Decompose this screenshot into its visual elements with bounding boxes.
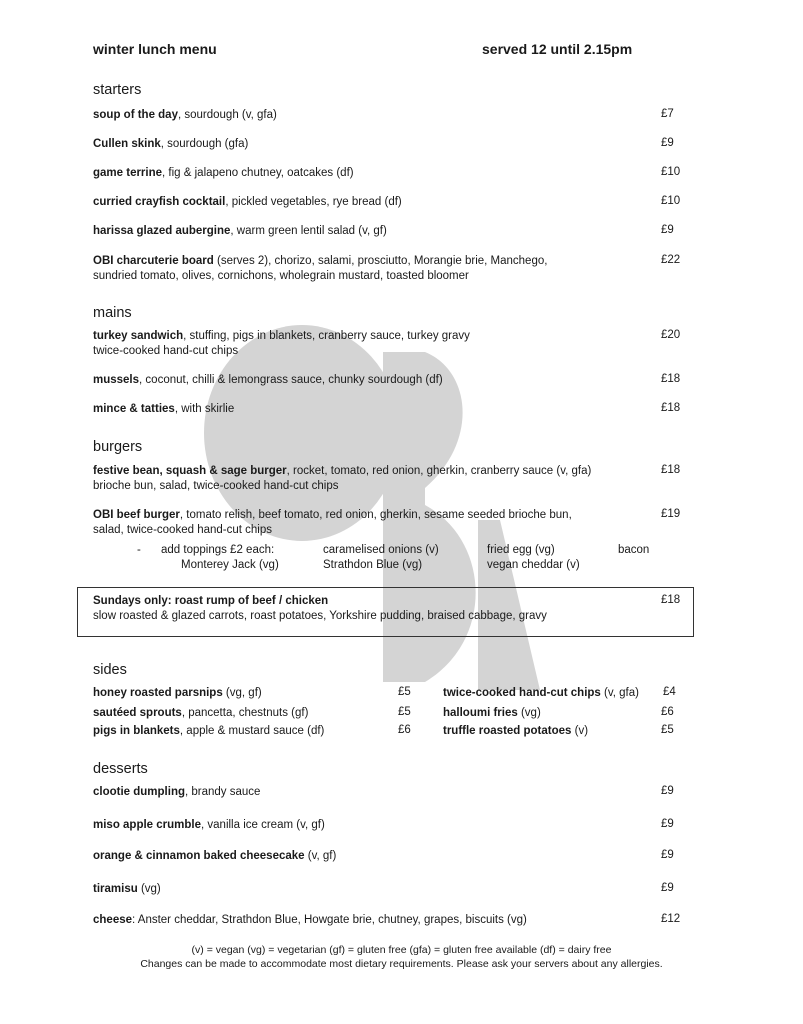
item-price: £10 [661, 195, 681, 207]
service-times: served 12 until 2.15pm [482, 41, 633, 57]
side-price: £5 [661, 724, 674, 736]
sunday-special-price: £18 [661, 594, 681, 606]
toppings-dash: - [137, 544, 141, 556]
menu-item: mussels, coconut, chilli & lemongrass sauce, chunky sourdough (df) [93, 374, 443, 386]
topping-option: caramelised onions (v) [323, 544, 439, 556]
topping-option: fried egg (vg) [487, 544, 555, 556]
side-item: halloumi fries (vg) [443, 707, 541, 719]
menu-item: game terrine, fig & jalapeno chutney, oatcakes (df) [93, 167, 354, 179]
item-price: £9 [661, 818, 674, 830]
item-price: £9 [661, 137, 674, 149]
sunday-special-title: Sundays only: roast rump of beef / chicken [93, 595, 329, 607]
item-price: £9 [661, 882, 674, 894]
side-price: £5 [398, 706, 411, 718]
menu-item: curried crayfish cocktail, pickled vegetables, rye bread (df) [93, 196, 402, 208]
menu-item: miso apple crumble, vanilla ice cream (v, gf) [93, 819, 325, 831]
topping-option: bacon [618, 544, 650, 556]
side-item: sautéed sprouts, pancetta, chestnuts (gf) [93, 707, 309, 719]
topping-option: vegan cheddar (v) [487, 559, 580, 571]
menu-item: harissa glazed aubergine, warm green lentil salad (v, gf) [93, 225, 387, 237]
menu-item: orange & cinnamon baked cheesecake (v, gf) [93, 850, 337, 862]
menu-item: tiramisu (vg) [93, 883, 161, 895]
topping-option: Monterey Jack (vg) [181, 559, 279, 571]
menu-title: winter lunch menu [93, 41, 217, 57]
item-price: £18 [661, 402, 681, 414]
section-heading-sides: sides [93, 662, 127, 678]
side-price: £6 [661, 706, 674, 718]
side-price: £4 [663, 686, 676, 698]
section-heading-desserts: desserts [93, 761, 148, 777]
toppings-label: add toppings £2 each: [161, 544, 275, 556]
item-price: £9 [661, 785, 674, 797]
dietary-legend: (v) = vegan (vg) = vegetarian (gf) = gluten free (gfa) = gluten free available (df) = dairy free [191, 944, 612, 956]
item-price: £20 [661, 329, 681, 341]
side-price: £6 [398, 724, 411, 736]
section-heading-mains: mains [93, 305, 132, 321]
menu-item: clootie dumpling, brandy sauce [93, 786, 261, 798]
item-price: £7 [661, 108, 674, 120]
item-price: £19 [661, 508, 681, 520]
topping-option: Strathdon Blue (vg) [323, 559, 423, 571]
item-price: £10 [661, 166, 681, 178]
side-item: honey roasted parsnips (vg, gf) [93, 687, 262, 699]
item-price: £9 [661, 849, 674, 861]
item-price: £12 [661, 913, 681, 925]
side-item: pigs in blankets, apple & mustard sauce (df) [93, 725, 325, 737]
menu-item: festive bean, squash & sage burger, rocket, tomato, red onion, gherkin, cranberry sauce (v, gfa) brioche bun, salad, twice-cooked hand-cut chips [93, 465, 592, 492]
menu-item: mince & tatties, with skirlie [93, 403, 235, 415]
menu-item: soup of the day, sourdough (v, gfa) [93, 109, 277, 121]
menu-item: Cullen skink, sourdough (gfa) [93, 138, 249, 150]
menu-item: turkey sandwich, stuffing, pigs in blankets, cranberry sauce, turkey gravy twice-cooked hand-cut chips [93, 330, 470, 357]
side-price: £5 [398, 686, 411, 698]
item-price: £18 [661, 464, 681, 476]
section-heading-starters: starters [93, 82, 142, 98]
menu-item: OBI beef burger, tomato relish, beef tomato, red onion, gherkin, sesame seeded brioche bun, salad, twice-cooked hand-cut chips [93, 509, 572, 536]
sunday-special-description: slow roasted & glazed carrots, roast potatoes, Yorkshire pudding, braised cabbage, gravy [93, 610, 547, 622]
item-price: £9 [661, 224, 674, 236]
menu-item: cheese: Anster cheddar, Strathdon Blue, Howgate brie, chutney, grapes, biscuits (vg) [93, 914, 527, 926]
item-price: £22 [661, 254, 681, 266]
section-heading-burgers: burgers [93, 439, 143, 455]
allergy-note: Changes can be made to accommodate most dietary requirements. Please ask your servers about any allergies. [140, 958, 663, 970]
side-item: twice-cooked hand-cut chips (v, gfa) [443, 687, 639, 699]
side-item: truffle roasted potatoes (v) [443, 725, 589, 737]
item-price: £18 [661, 373, 681, 385]
menu-item: OBI charcuterie board (serves 2), chorizo, salami, prosciutto, Morangie brie, Manchego, sundried tomato, olives, cornichons, wholegrain mustard, toasted bloomer [93, 255, 548, 282]
